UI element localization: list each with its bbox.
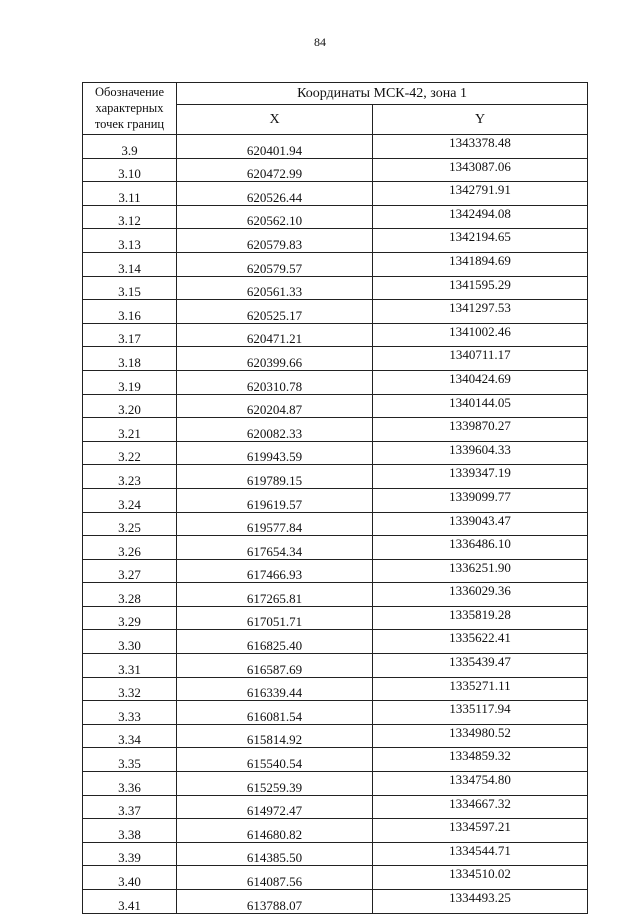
table-row [83, 323, 588, 347]
x-coordinate-cell: 620526.44 [177, 182, 373, 206]
y-coordinate-cell: 1335622.41 [373, 630, 588, 654]
x-coordinate-cell: 620471.21 [177, 323, 373, 347]
table-row [83, 182, 588, 206]
point-cell: 3.26 [83, 536, 177, 560]
y-coordinate-cell: 1336486.10 [373, 536, 588, 560]
table-row [83, 465, 588, 489]
x-coordinate-cell: 617466.93 [177, 559, 373, 583]
x-column-header: X [177, 105, 373, 135]
table-row [83, 536, 588, 560]
y-coordinate-cell: 1336029.36 [373, 583, 588, 607]
table-row [83, 276, 588, 300]
x-coordinate-cell: 614972.47 [177, 795, 373, 819]
point-cell: 3.15 [83, 276, 177, 300]
table-row [83, 347, 588, 371]
page-number: 84 [314, 35, 326, 49]
point-designation-header-line: характерных [95, 101, 164, 115]
point-cell: 3.36 [83, 772, 177, 796]
x-coordinate-cell: 620579.83 [177, 229, 373, 253]
point-cell: 3.17 [83, 323, 177, 347]
point-cell: 3.38 [83, 819, 177, 843]
point-cell: 3.23 [83, 465, 177, 489]
x-coordinate-cell: 615814.92 [177, 724, 373, 748]
x-coordinate-cell: 616587.69 [177, 654, 373, 678]
point-cell: 3.28 [83, 583, 177, 607]
x-coordinate-cell: 620082.33 [177, 418, 373, 442]
table-row [83, 441, 588, 465]
table-row [83, 135, 588, 159]
x-coordinate-cell: 614087.56 [177, 866, 373, 890]
y-coordinate-cell: 1341595.29 [373, 276, 588, 300]
y-coordinate-cell: 1340144.05 [373, 394, 588, 418]
y-coordinate-cell: 1335819.28 [373, 606, 588, 630]
y-coordinate-cell: 1341002.46 [373, 323, 588, 347]
point-cell: 3.39 [83, 842, 177, 866]
y-coordinate-cell: 1342194.65 [373, 229, 588, 253]
y-coordinate-cell: 1343378.48 [373, 135, 588, 159]
point-cell: 3.14 [83, 252, 177, 276]
x-coordinate-cell: 615259.39 [177, 772, 373, 796]
y-coordinate-cell: 1342494.08 [373, 205, 588, 229]
y-coordinate-cell: 1335117.94 [373, 701, 588, 725]
point-cell: 3.18 [83, 347, 177, 371]
y-coordinate-cell: 1334667.32 [373, 795, 588, 819]
x-coordinate-cell: 616081.54 [177, 701, 373, 725]
point-cell: 3.16 [83, 300, 177, 324]
y-coordinate-cell: 1339099.77 [373, 488, 588, 512]
table-row [83, 512, 588, 536]
y-coordinate-cell: 1334597.21 [373, 819, 588, 843]
x-coordinate-cell: 614385.50 [177, 842, 373, 866]
table-row [83, 772, 588, 796]
y-coordinate-cell: 1339347.19 [373, 465, 588, 489]
point-cell: 3.27 [83, 559, 177, 583]
table-row [83, 606, 588, 630]
table-row [83, 795, 588, 819]
x-coordinate-cell: 620310.78 [177, 370, 373, 394]
point-cell: 3.10 [83, 158, 177, 182]
table-row [83, 842, 588, 866]
y-coordinate-cell: 1334544.71 [373, 842, 588, 866]
x-coordinate-cell: 619789.15 [177, 465, 373, 489]
point-cell: 3.29 [83, 606, 177, 630]
point-cell: 3.30 [83, 630, 177, 654]
table-row [83, 866, 588, 890]
x-coordinate-cell: 614680.82 [177, 819, 373, 843]
y-coordinate-cell: 1342791.91 [373, 182, 588, 206]
x-coordinate-cell: 620399.66 [177, 347, 373, 371]
table-row [83, 677, 588, 701]
point-cell: 3.35 [83, 748, 177, 772]
table-row [83, 418, 588, 442]
point-cell: 3.13 [83, 229, 177, 253]
x-coordinate-cell: 620401.94 [177, 135, 373, 159]
y-coordinate-cell: 1339043.47 [373, 512, 588, 536]
table-header [83, 83, 588, 135]
y-coordinate-cell: 1334510.02 [373, 866, 588, 890]
table-row [83, 229, 588, 253]
point-designation-header-line: Обозначение [94, 85, 165, 99]
point-cell: 3.32 [83, 677, 177, 701]
y-coordinate-cell: 1339604.33 [373, 441, 588, 465]
table-row [83, 890, 588, 914]
point-cell: 3.19 [83, 370, 177, 394]
table-row [83, 701, 588, 725]
table-row [83, 252, 588, 276]
x-coordinate-cell: 615540.54 [177, 748, 373, 772]
y-coordinate-cell: 1340424.69 [373, 370, 588, 394]
y-coordinate-cell: 1343087.06 [373, 158, 588, 182]
table-row [83, 370, 588, 394]
coordinates-group-header: Координаты МСК-42, зона 1 [177, 83, 588, 105]
x-coordinate-cell: 620472.99 [177, 158, 373, 182]
point-designation-header-line: точек границ [94, 117, 165, 131]
table-row [83, 300, 588, 324]
y-coordinate-cell: 1336251.90 [373, 559, 588, 583]
table-row [83, 630, 588, 654]
point-cell: 3.22 [83, 441, 177, 465]
y-coordinate-cell: 1339870.27 [373, 418, 588, 442]
x-coordinate-cell: 613788.07 [177, 890, 373, 914]
x-coordinate-cell: 616339.44 [177, 677, 373, 701]
point-cell: 3.24 [83, 488, 177, 512]
x-coordinate-cell: 617051.71 [177, 606, 373, 630]
table-row [83, 724, 588, 748]
point-cell: 3.9 [83, 135, 177, 159]
x-coordinate-cell: 617265.81 [177, 583, 373, 607]
y-coordinate-cell: 1334859.32 [373, 748, 588, 772]
x-coordinate-cell: 620562.10 [177, 205, 373, 229]
y-coordinate-cell: 1334493.25 [373, 890, 588, 914]
point-cell: 3.21 [83, 418, 177, 442]
y-coordinate-cell: 1341894.69 [373, 252, 588, 276]
table-row [83, 158, 588, 182]
x-coordinate-cell: 619577.84 [177, 512, 373, 536]
x-coordinate-cell: 620204.87 [177, 394, 373, 418]
table-row [83, 583, 588, 607]
point-cell: 3.25 [83, 512, 177, 536]
point-designation-header [83, 83, 177, 135]
point-cell: 3.31 [83, 654, 177, 678]
point-cell: 3.41 [83, 890, 177, 914]
x-coordinate-cell: 619943.59 [177, 441, 373, 465]
point-cell: 3.12 [83, 205, 177, 229]
y-coordinate-cell: 1335439.47 [373, 654, 588, 678]
y-coordinate-cell: 1340711.17 [373, 347, 588, 371]
table-row [83, 205, 588, 229]
y-coordinate-cell: 1334754.80 [373, 772, 588, 796]
table-row [83, 819, 588, 843]
table-row [83, 654, 588, 678]
y-column-header: Y [373, 105, 588, 135]
point-cell: 3.34 [83, 724, 177, 748]
table-row [83, 559, 588, 583]
point-cell: 3.40 [83, 866, 177, 890]
table-row [83, 748, 588, 772]
x-coordinate-cell: 617654.34 [177, 536, 373, 560]
header-row-group [83, 83, 588, 105]
x-coordinate-cell: 620579.57 [177, 252, 373, 276]
x-coordinate-cell: 620561.33 [177, 276, 373, 300]
point-cell: 3.37 [83, 795, 177, 819]
y-coordinate-cell: 1341297.53 [373, 300, 588, 324]
y-coordinate-cell: 1335271.11 [373, 677, 588, 701]
x-coordinate-cell: 620525.17 [177, 300, 373, 324]
table-body [83, 135, 588, 914]
y-coordinate-cell: 1334980.52 [373, 724, 588, 748]
x-coordinate-cell: 616825.40 [177, 630, 373, 654]
table-row [83, 488, 588, 512]
table-row [83, 394, 588, 418]
point-cell: 3.11 [83, 182, 177, 206]
point-cell: 3.20 [83, 394, 177, 418]
coordinates-table [82, 82, 588, 914]
x-coordinate-cell: 619619.57 [177, 488, 373, 512]
point-cell: 3.33 [83, 701, 177, 725]
